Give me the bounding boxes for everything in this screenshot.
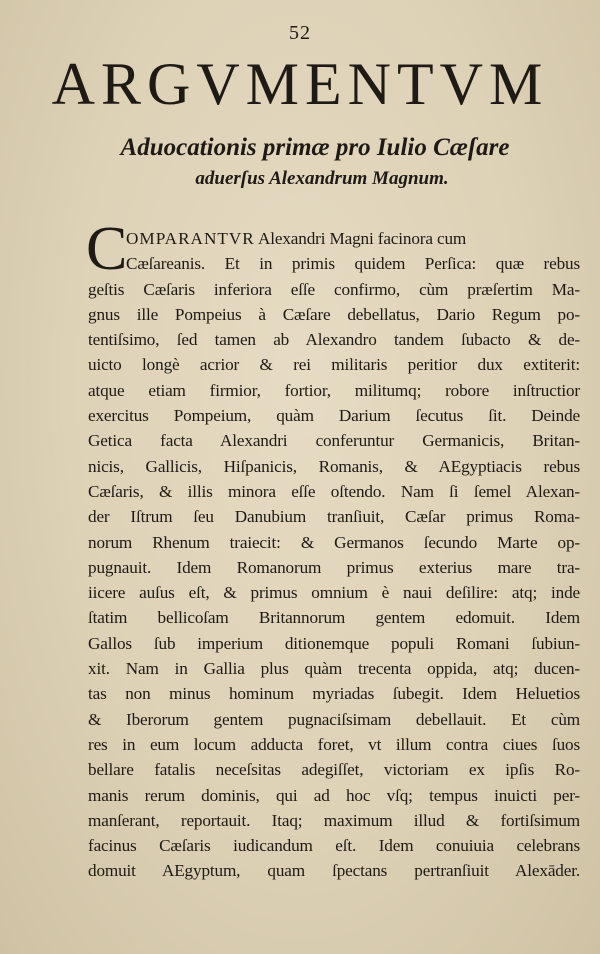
page-number: 52: [289, 22, 311, 44]
text-line: der Iſtrum ſeu Danubium tranſiuit, Cæſar primus Roma-: [88, 507, 580, 527]
text-line: nicis, Gallicis, Hiſpanicis, Romanis, & AEgyptiacis rebus: [88, 456, 580, 476]
text-line: uicto longè acrior & rei militaris peritior dux extiterit:: [88, 355, 580, 375]
text-line: norum Rhenum traiecit: & Germanos ſecundo Marte op-: [88, 532, 580, 552]
text-line: gnus ille Pompeius à Cæſare debellatus, Dario Regum po-: [88, 304, 580, 324]
text-line: manſerant, reportauit. Itaq; maximum illud & fortiſsimum: [88, 810, 580, 830]
text-line: Cæſareanis. Et in primis quidem Perſica: quæ rebus: [126, 254, 580, 274]
text-line: xit. Nam in Gallia plus quàm trecenta oppida, atq; ducen-: [88, 659, 580, 679]
text-line: exercitus Pompeium, quàm Darium ſecutus ſit. Deinde: [88, 406, 580, 426]
text-line: ſtatim bellicoſam Britannorum gentem edomuit. Idem: [88, 608, 580, 628]
text-line: Getica facta Alexandri conferuntur Germanicis, Britan-: [88, 431, 580, 451]
text-line: tentiſsimo, ſed tamen ab Alexandro tandem ſubacto & de-: [88, 330, 580, 350]
text-line-first: [88, 226, 580, 251]
first-line-rest: Alexandri Magni facinora cum: [254, 229, 467, 248]
first-word: OMPARANTVR: [126, 229, 255, 248]
text-line: Gallos ſub imperium ditionemque populi Romani ſubiun-: [88, 633, 580, 653]
subtitle-line-1: Aduocationis primæ pro Iulio Cæſare: [120, 134, 510, 161]
subtitle-line-2: aduerſus Alexandrum Magnum.: [195, 168, 449, 189]
text-line: tas non minus hominum myriadas ſubegit. Idem Heluetios: [88, 684, 580, 704]
text-line: res in eum locum adducta foret, vt illum contra ciues ſuos: [88, 734, 580, 754]
text-line: Cæſaris, & illis minora eſſe oſtendo. Nam ſi ſemel Alexan-: [88, 481, 580, 501]
text-line: geſtis Cæſaris inferiora eſſe confirmo, cùm præſertim Ma-: [88, 279, 580, 299]
text-line: manis rerum dominis, qui ad hoc vſq; tempus inuicti per-: [88, 785, 580, 805]
text-line: atque etiam firmior, fortior, militumq; robore inſtructior: [88, 380, 580, 400]
text-line: iicere auſus eſt, & primus omnium è naui deſilire: atq; inde: [88, 583, 580, 603]
text-line: pugnauit. Idem Romanorum primus exterius mare tra-: [88, 557, 580, 577]
text-line: & Iberorum gentem pugnaciſsimam debellauit. Et cùm: [88, 709, 580, 729]
text-line: facinus Cæſaris iudicandum eſt. Idem conuiuia celebrans: [88, 836, 580, 856]
page-title: ARGVMENTVM: [51, 51, 549, 117]
body-text: [88, 226, 580, 884]
text-line: bellare fatalis neceſsitas adegiſſet, victoriam ex ipſis Ro-: [88, 760, 580, 780]
text-line-last: domuit AEgyptum, quam ſpectans pertranſiuit Alexāder.: [88, 861, 580, 881]
drop-cap-initial: C: [86, 215, 128, 283]
